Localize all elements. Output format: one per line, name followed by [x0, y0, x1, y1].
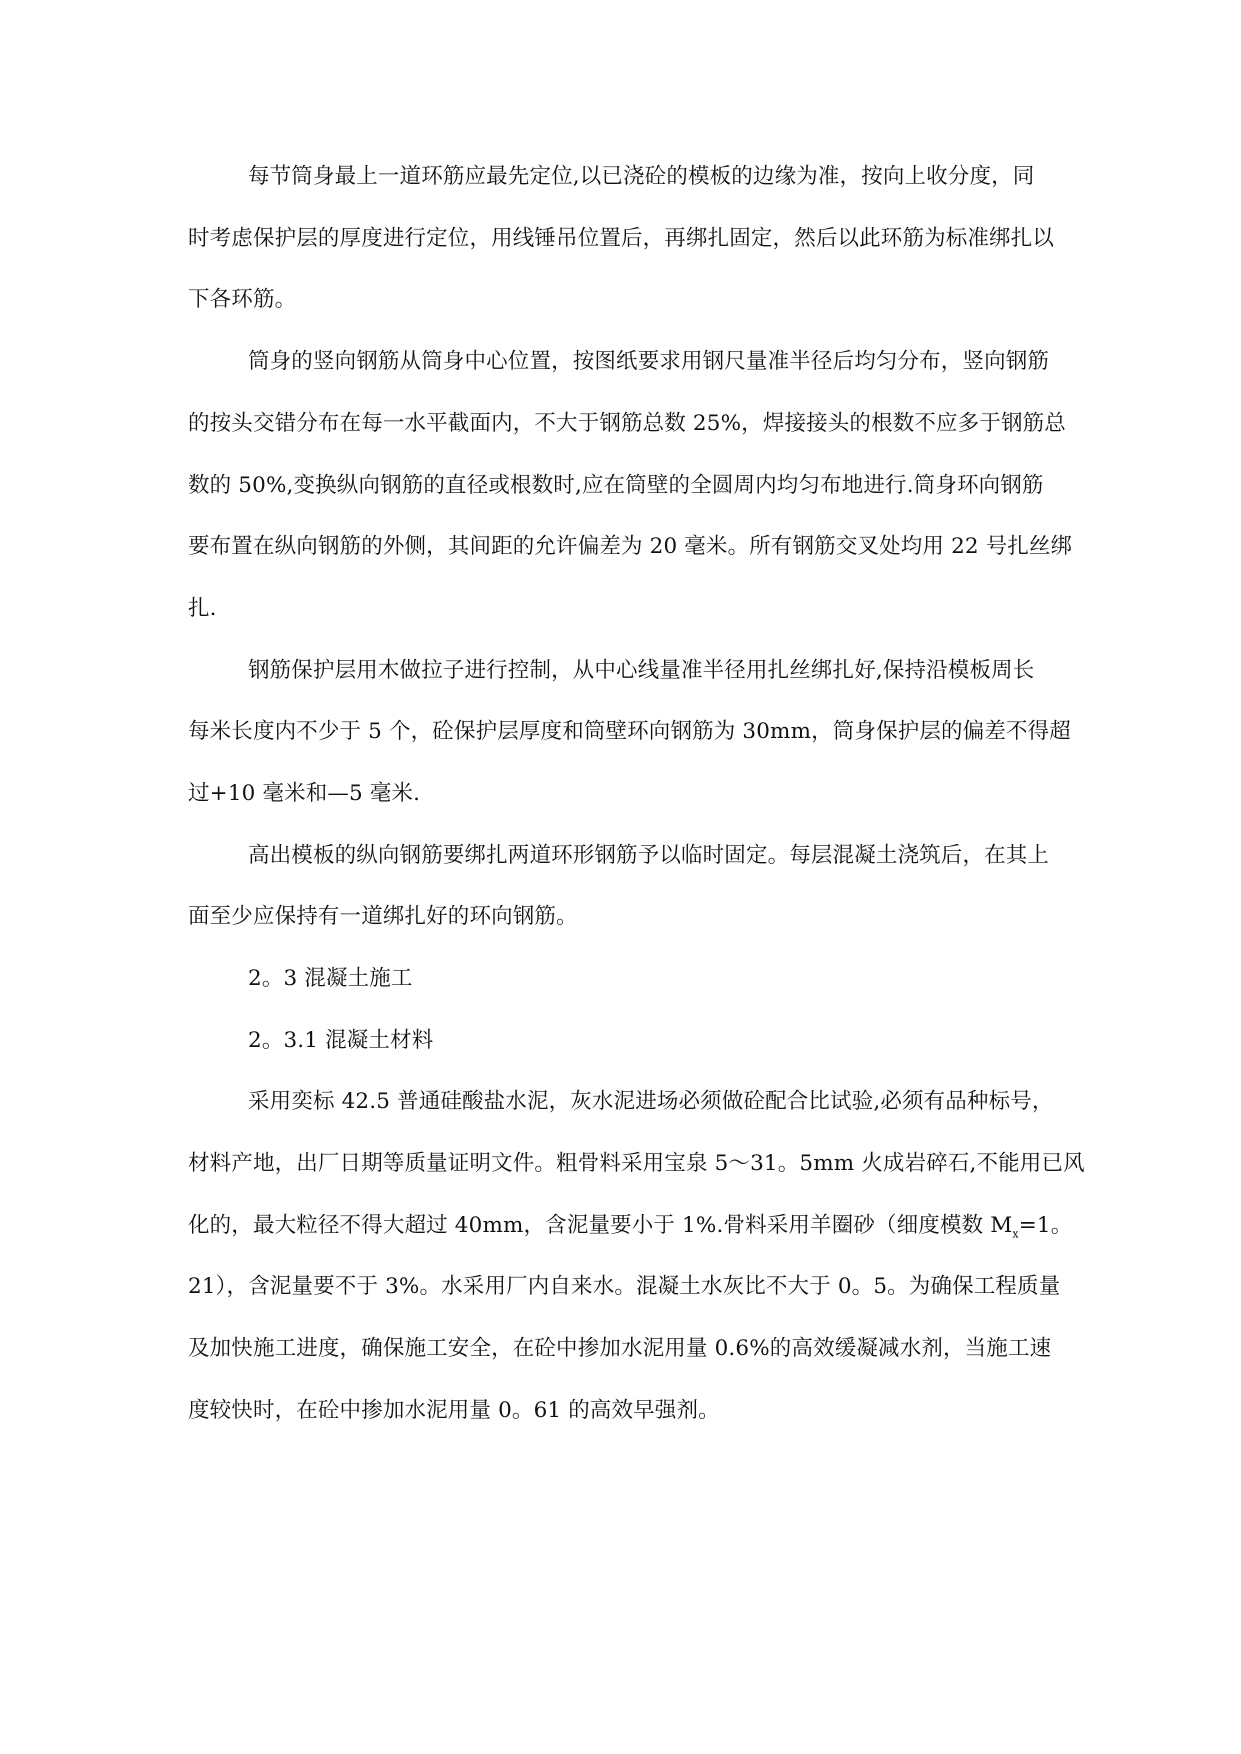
text-line: 高出模板的纵向钢筋要绑扎两道环形钢筋予以临时固定。每层混凝土浇筑后，在其上	[248, 843, 1050, 868]
subsection-heading: 2。3.1 混凝土材料	[248, 1028, 434, 1053]
text-line: 要布置在纵向钢筋的外侧，其间距的允许偏差为 20 毫米。所有钢筋交叉处均用 22 号扎丝绑	[188, 534, 1073, 559]
subscript: x	[1012, 1227, 1019, 1241]
section-heading: 2。3 混凝土施工	[248, 966, 413, 991]
text-line: 的按头交错分布在每一水平截面内，不大于钢筋总数 25%，焊接接头的根数不应多于钢筋总	[188, 411, 1066, 436]
text-line: 每节筒身最上一道环筋应最先定位,以已浇砼的模板的边缘为准，按向上收分度，同	[248, 164, 1035, 189]
text-line: 过+10 毫米和—5 毫米.	[188, 781, 421, 806]
text-line: 下各环筋。	[188, 287, 297, 312]
text-line: 时考虑保护层的厚度进行定位，用线锤吊位置后，再绑扎固定，然后以此环筋为标准绑扎以	[188, 226, 1055, 251]
text-line	[188, 1212, 1073, 1241]
text-line: 钢筋保护层用木做拉子进行控制，从中心线量准半径用扎丝绑扎好,保持沿模板周长	[248, 658, 1035, 683]
text-line: 数的 50%,变换纵向钢筋的直径或根数时,应在筒壁的全圆周内均匀布地进行.筒身环向钢筋	[188, 473, 1044, 498]
text-line: 筒身的竖向钢筋从筒身中心位置，按图纸要求用钢尺量准半径后均匀分布，竖向钢筋	[248, 349, 1050, 374]
text-segment: 化的，最大粒径不得大超过 40mm，含泥量要小于 1%.骨料采用羊圈砂（细度模数 M	[188, 1213, 1013, 1238]
text-line: 21），含泥量要不于 3%。水采用厂内自来水。混凝土水灰比不大于 0。5。为确保工程质量	[188, 1274, 1061, 1299]
text-line: 材料产地，出厂日期等质量证明文件。粗骨料采用宝泉 5～31。5mm 火成岩碎石,不能用已风	[188, 1151, 1085, 1176]
text-line: 扎.	[188, 596, 217, 621]
text-line: 每米长度内不少于 5 个，砼保护层厚度和筒壁环向钢筋为 30mm，筒身保护层的偏差不得超	[188, 719, 1071, 744]
text-line: 面至少应保持有一道绑扎好的环向钢筋。	[188, 904, 578, 929]
text-line: 采用奕标 42.5 普通硅酸盐水泥，灰水泥进场必须做砼配合比试验,必须有品种标号，	[248, 1089, 1054, 1114]
text-line: 及加快施工进度，确保施工安全，在砼中掺加水泥用量 0.6%的高效缓凝减水剂，当施工速	[188, 1336, 1052, 1361]
text-line: 度较快时，在砼中掺加水泥用量 0。61 的高效早强剂。	[188, 1398, 720, 1423]
text-segment: =1。	[1018, 1213, 1073, 1238]
